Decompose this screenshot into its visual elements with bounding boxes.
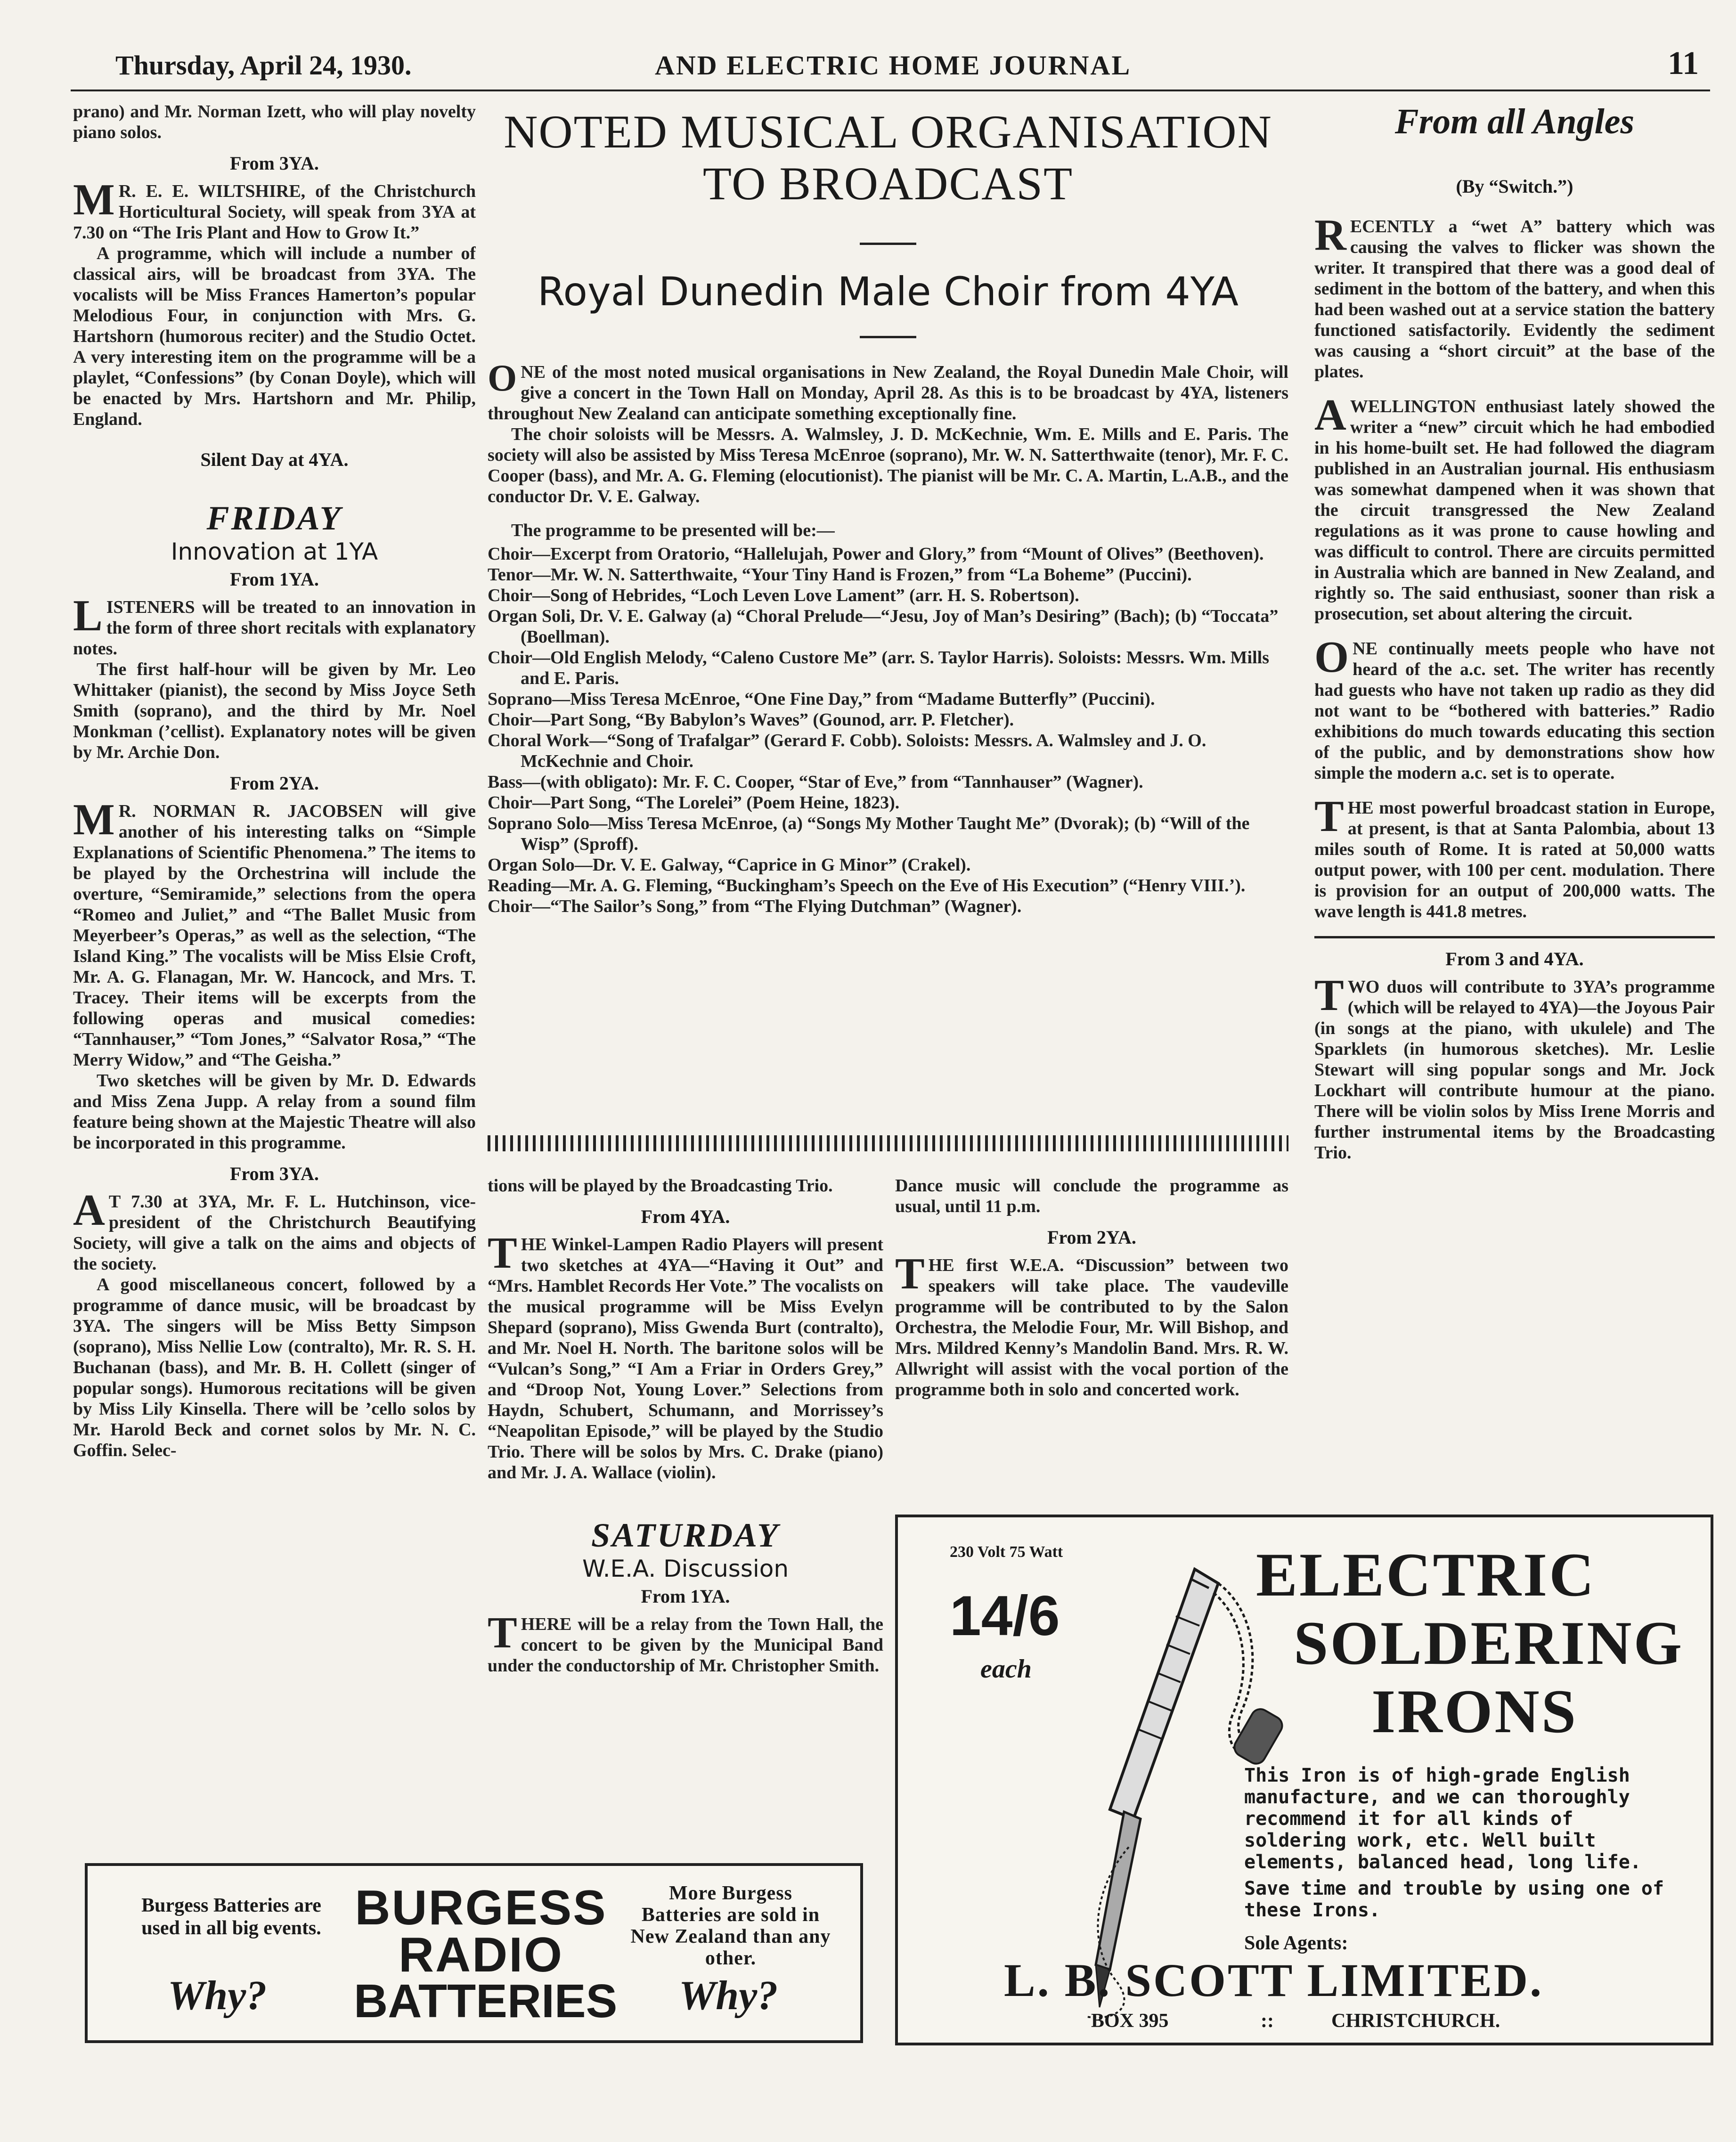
programme-list xyxy=(488,544,1288,917)
center-para-2: The choir soloists will be Messrs. A. Walmsley, J. D. McKechnie, Wm. E. Mills and E. Paris. The society will also be assisted by Miss Teresa McEnroe (soprano), Mr. W. N. Satterthwaite (tenor), Mr. F. C. Cooper (bass), and Mr. A. G. Fleming (elocutionist). The pianist will be Mr. C. A. Martin, L.A.B., and the conductor Dr. V. E. Galway. xyxy=(488,424,1288,506)
dropcap: O xyxy=(488,358,517,399)
burgess-right-text: More Burgess Batteries are sold in New Zealand than any other. xyxy=(630,1882,831,1969)
burgess-brand-1: BURGESS xyxy=(355,1881,607,1935)
col2-para-1: HE Winkel-Lampen Radio Players will present two sketches at 4YA—“Having it Out” and “Mrs. Hamblet Records Her Vote.” The vocalists on the musical programme will be Miss Evelyn Shepard (soprano), Miss Gwenda Burt (contralto), and Mr. Noel H. North. The baritone solos will be “Vulcan’s Song,” “I Am a Friar in Orders Grey,” and “Droop Not, Young Lover.” Selections from Haydn, Schubert, Schumann, and Morrissey’s “Neapolitan Episode,” will be played by the Studio Trio. There will be solos by Mrs. C. Drake (piano) and Mr. J. A. Wallace (violin). xyxy=(488,1235,883,1482)
ad-separator: :: xyxy=(1261,2010,1274,2032)
page-date: Thursday, April 24, 1930. xyxy=(115,50,412,81)
left-para-4: The first half-hour will be given by Mr. Leo Whittaker (pianist), the second by Miss Joyce Seth Smith (soprano), and the third by Mr. Noel Monkman (’cellist). Explanatory notes will be given by Mr. Archie Don. xyxy=(73,660,476,762)
burgess-why-right: Why? xyxy=(679,1973,778,2019)
left-heading-3ya-2: From 3YA. xyxy=(230,1163,319,1184)
right-para-5: WO duos will contribute to 3YA’s programme (which will be relayed to 4YA)—the Joyous Pair (in songs at the piano, with ukulele) and The Sparklets (in humorous sketches). Mr. Leslie Stewart will sing popular songs and Mr. Jock Lockhart will contribute humour at the piano. There will be violin solos by Miss Irene Morris and further instrumental items by the Broadcasting Trio. xyxy=(1314,977,1715,1163)
programme-item: Choir—Part Song, “By Babylon’s Waves” (Gounod, arr. P. Fletcher). xyxy=(488,710,1014,730)
article-subtitle: Royal Dunedin Male Choir from 4YA xyxy=(537,269,1239,315)
dropcap: M xyxy=(73,795,115,844)
burgess-brand-3: BATTERIES xyxy=(354,1975,618,2028)
programme-item: Choir—Old English Melody, “Caleno Custore Me” (arr. S. Taylor Harris). Soloists: Messrs. Wm. Mills and E. Paris. xyxy=(488,648,1270,688)
right-para-1: ECENTLY a “wet A” battery which was causing the valves to flicker was shown the writer. It transpired that there was a good deal of sediment in the bottom of the battery, and when this had been washed out at a service station the battery functioned satisfactorily. Evidently the sediment was causing a “short circuit” at the base of the plates. xyxy=(1314,217,1715,382)
dropcap: O xyxy=(1314,633,1349,682)
programme-item: Organ Solo—Dr. V. E. Galway, “Caprice in G Minor” (Crakel). xyxy=(488,855,971,875)
programme-item: Soprano Solo—Miss Teresa McEnroe, (a) “Songs My Mother Taught Me” (Dvorak); (b) “Will of the Wisp” (Sproff). xyxy=(488,814,1250,854)
col2-heading-1ya: From 1YA. xyxy=(641,1586,730,1607)
article-title-line1: NOTED MUSICAL ORGANISATION xyxy=(504,106,1272,158)
ad-city: CHRISTCHURCH. xyxy=(1331,2010,1500,2032)
ad-description-2: Save time and trouble by using one of these Irons. xyxy=(1244,1878,1664,1921)
page-number: 11 xyxy=(1668,45,1699,81)
title-rule xyxy=(860,243,916,245)
programme-item: Choir—Song of Hebrides, “Loch Leven Love Lament” (arr. H. S. Robertson). xyxy=(488,586,1079,605)
left-para-1: R. E. E. WILTSHIRE, of the Christchurch Horticultural Society, will speak from 3YA at 7.30 on “The Iris Plant and How to Grow It.” xyxy=(73,181,476,243)
col2-heading-4ya: From 4YA. xyxy=(641,1206,730,1227)
dropcap: T xyxy=(488,1608,517,1657)
ad-box: BOX 395 xyxy=(1091,2010,1169,2032)
ad-each: each xyxy=(980,1654,1032,1684)
center-para-1: NE of the most noted musical organisations in New Zealand, the Royal Dunedin Male Choir, will give a concert in the Town Hall on Monday, April 28. As this is to be broadcast by 4YA, listeners throughout New Zealand can anticipate something exceptionally fine. xyxy=(488,362,1288,424)
right-para-4: HE most powerful broadcast station in Europe, at present, is that at Santa Palombia, about 13 miles south of Rome. It is rated at 50,000 watts output power, with 100 per cent. modulation. There is provision for an output of 200,000 watts. The wave length is 441.8 metres. xyxy=(1314,798,1715,921)
friday-heading: FRIDAY xyxy=(206,499,342,537)
ad-spec: 230 Volt 75 Watt xyxy=(950,1543,1063,1561)
soldering-iron-ad xyxy=(895,1515,1713,2045)
ad-description: This Iron is of high-grade English manufacture, and we can thoroughly recommend it for all kinds of soldering work, etc. Well built elements, balanced head, long life. xyxy=(1244,1765,1641,1873)
programme-item: Organ Soli, Dr. V. E. Galway (a) “Choral Prelude—“Jesu, Joy of Man’s Desiring” (Bach); (b) “Toccata” (Boellman). xyxy=(488,606,1279,647)
programme-item: Choir—Excerpt from Oratorio, “Hallelujah, Power and Glory,” from “Mount of Olives” (Beethoven). xyxy=(488,544,1264,564)
innovation-heading: Innovation at 1YA xyxy=(171,538,378,565)
subtitle-rule xyxy=(860,336,916,338)
ad-headline-1: ELECTRIC xyxy=(1256,1540,1596,1609)
burgess-why-left: Why? xyxy=(168,1973,267,2019)
journal-title: AND ELECTRIC HOME JOURNAL xyxy=(655,50,1132,81)
left-para-3: ISTENERS will be treated to an innovation in the form of three short recitals with explanatory notes. xyxy=(73,597,476,659)
programme-item: Choir—Part Song, “The Lorelei” (Poem Heine, 1823). xyxy=(488,793,900,813)
left-para-2: A programme, which will include a number of classical airs, will be broadcast from 3YA. The vocalists will be Miss Frances Hamerton’s popular Melodious Four, in conjunction with Mrs. G. Hartshorn (humorous reciter) and the Studio Octet. A very interesting item on the programme will be a playlet, “Confessions” (by Conan Doyle), which will be enacted by Mrs. Hartshorn and Mr. Philip, England. xyxy=(73,244,476,429)
left-heading-2ya: From 2YA. xyxy=(230,773,319,794)
left-para-7: T 7.30 at 3YA, Mr. F. L. Hutchinson, vice-president of the Christchurch Beautifying Society, will give a talk on the aims and objects of the society. xyxy=(73,1192,476,1274)
dropcap: T xyxy=(1314,971,1344,1020)
wea-heading: W.E.A. Discussion xyxy=(582,1555,789,1582)
dropcap: M xyxy=(73,175,115,224)
right-rule xyxy=(1314,936,1715,938)
programme-item: Soprano—Miss Teresa McEnroe, “One Fine Day,” from “Madame Butterfly” (Puccini). xyxy=(488,689,1155,709)
byline: (By “Switch.”) xyxy=(1456,176,1573,197)
saturday-heading: SATURDAY xyxy=(591,1516,780,1554)
burgess-batteries-ad xyxy=(85,1863,863,2043)
center-article xyxy=(488,106,1288,1142)
dropcap: T xyxy=(1314,792,1344,841)
article-title-line2: TO BROADCAST xyxy=(702,157,1074,210)
ad-sole-agents: Sole Agents: xyxy=(1244,1932,1348,1954)
ad-price: 14/6 xyxy=(950,1584,1060,1647)
dropcap: T xyxy=(488,1229,517,1278)
programme-item: Choral Work—“Song of Trafalgar” (Gerard F. Cobb). Soloists: Messrs. A. Walmsley and J. O. McKechnie and Choir. xyxy=(488,731,1206,771)
angles-title: From all Angles xyxy=(1394,102,1635,141)
silent-day-heading: Silent Day at 4YA. xyxy=(200,449,349,470)
left-para-6: Two sketches will be given by Mr. D. Edwards and Miss Zena Jupp. A relay from a sound film feature being shown at the Majestic Theatre will also be incorporated in this programme. xyxy=(73,1071,476,1153)
left-para-5: R. NORMAN R. JACOBSEN will give another of his interesting talks on “Simple Explanations of Scientific Phenomena.” The items to be played by the Orchestrina will include the overture, “Semiramide,” selections from the opera “Romeo and Juliet,” and “The Ballet Music from Meyerbeer’s Operas,” as well as the selection, “The Island King.” The vocalists will be Miss Elsie Croft, Mr. A. G. Flanagan, Mr. W. Hancock, and Mrs. T. Tracey. Their items will be excerpts from the following operas and musical comedies: “Tannhauser,” “Tom Jones,” “Salvator Rosa,” “The Merry Widow,” and “The Geisha.” xyxy=(73,801,476,1070)
left-heading-1ya: From 1YA. xyxy=(230,569,319,590)
left-heading-3ya: From 3YA. xyxy=(230,153,319,174)
center-left-column xyxy=(488,1175,883,1835)
right-column xyxy=(1314,101,1715,1491)
right-para-3: NE continually meets people who have not heard of the a.c. set. The writer has recently had guests who have not taken up radio as they did not want to be “bothered with batteries.” Radio exhibitions do much towards educating this section of the public, and by demonstrations show how simple the modern a.c. set is to operate. xyxy=(1314,639,1715,783)
ad-headline-2: SOLDERING xyxy=(1294,1608,1684,1678)
left-para-0: prano) and Mr. Norman Izett, who will play novelty piano solos. xyxy=(73,102,476,142)
burgess-left-text: Burgess Batteries are used in all big events. xyxy=(141,1895,321,1939)
dropcap: A xyxy=(73,1186,105,1235)
col2-para-2: HERE will be a relay from the Town Hall, the concert to be given by the Municipal Band under the conductorship of Mr. Christopher Smith. xyxy=(488,1614,883,1676)
col3-para-1: HE first W.E.A. “Discussion” between two speakers will take place. The vaudeville programme will be contributed to by the Salon Orchestra, the Melodie Four, Mr. Will Bishop, and Mrs. Mildred Kenny’s Mandolin Band. Mrs. R. W. Allwright will assist with the vocal portion of the programme both in solo and concerted work. xyxy=(895,1255,1288,1400)
col2-para-0: tions will be played by the Broadcasting Trio. xyxy=(488,1176,833,1196)
ad-headline-3: IRONS xyxy=(1371,1677,1578,1746)
col3-heading-2ya: From 2YA. xyxy=(1047,1227,1136,1248)
ad-company: L. B. SCOTT LIMITED. xyxy=(1004,1954,1544,2006)
programme-intro: The programme to be presented will be:— xyxy=(511,521,835,540)
dropcap: A xyxy=(1314,391,1346,440)
programme-item: Tenor—Mr. W. N. Satterthwaite, “Your Tiny Hand is Frozen,” from “La Boheme” (Puccini). xyxy=(488,565,1192,585)
col3-para-0: Dance music will conclude the programme as usual, until 11 p.m. xyxy=(895,1176,1288,1216)
programme-item: Bass—(with obligato): Mr. F. C. Cooper, “Star of Eve,” from “Tannhauser” (Wagner). xyxy=(488,772,1143,792)
header-rule xyxy=(71,90,1710,91)
programme-item: Reading—Mr. A. G. Fleming, “Buckingham’s Speech on the Eve of His Execution” (“Henry VIII.’). xyxy=(488,876,1246,896)
hatched-divider xyxy=(488,1135,1288,1151)
programme-item: Choir—“The Sailor’s Song,” from “The Flying Dutchman” (Wagner). xyxy=(488,896,1022,916)
left-column xyxy=(73,101,476,1844)
dropcap: R xyxy=(1314,211,1346,260)
left-para-8: A good miscellaneous concert, followed by a programme of dance music, will be broadcast by 3YA. The singers will be Miss Betty Simpson (soprano), Miss Nellie Low (contralto), Mr. R. S. H. Buchanan (bass), and Mr. B. H. Collett (singer of popular songs). Humorous recitations will be given by Miss Lily Kinsella. There will be ’cello solos by Mr. Harold Beck and cornet solos by Mr. N. C. Goffin. Selec- xyxy=(73,1275,476,1460)
burgess-brand-2: RADIO xyxy=(398,1928,564,1982)
right-heading-3-4ya: From 3 and 4YA. xyxy=(1445,948,1584,969)
dropcap: L xyxy=(73,591,103,640)
right-para-2: WELLINGTON enthusiast lately showed the writer a “new” circuit which he had embodied in his home-built set. He had followed the diagram published in an Australian journal. His enthusiasm was somewhat dampened when it was shown that the circuit transgressed the New Zealand regulations as it was prone to cause howling and was difficult to control. There are circuits permitted in Australia which are banned in New Zealand, and rightly so. The said enthusiast, sooner than risk a prosecution, set about altering the circuit. xyxy=(1314,397,1715,624)
center-right-column xyxy=(895,1175,1288,1482)
dropcap: T xyxy=(895,1249,925,1298)
